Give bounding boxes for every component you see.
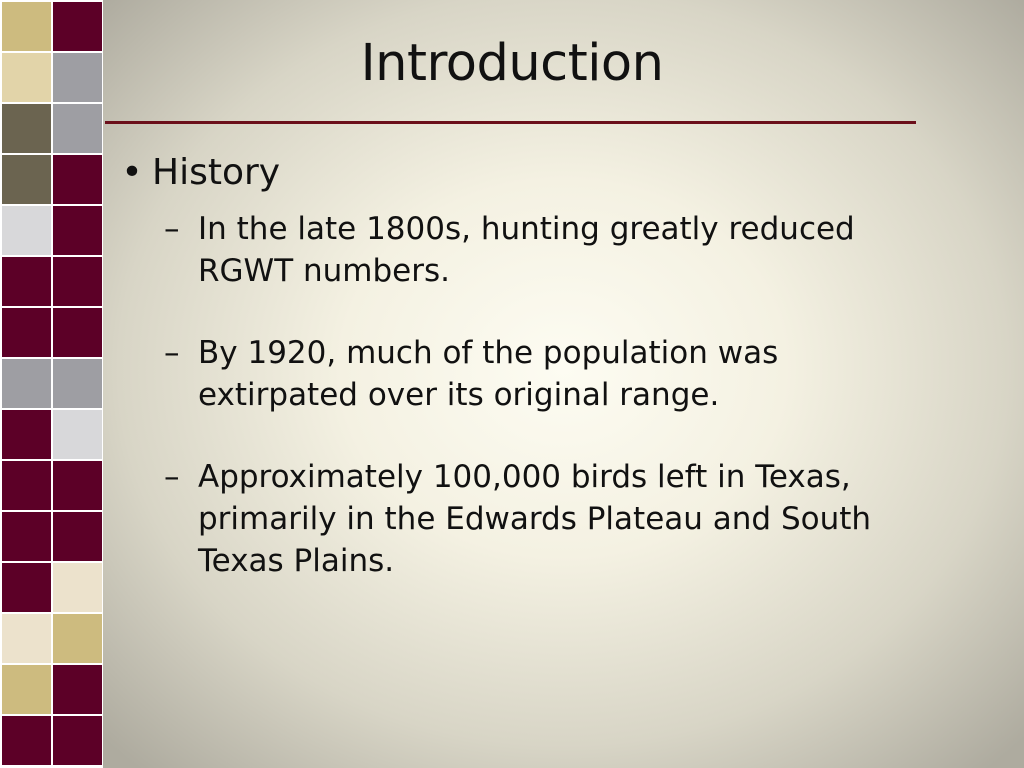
mosaic-tile bbox=[53, 53, 102, 102]
mosaic-tile bbox=[2, 206, 51, 255]
mosaic-tile bbox=[53, 461, 102, 510]
decorative-mosaic bbox=[0, 0, 103, 768]
mosaic-tile bbox=[2, 359, 51, 408]
mosaic-tile bbox=[2, 104, 51, 153]
mosaic-tile bbox=[2, 410, 51, 459]
mosaic-tile bbox=[53, 614, 102, 663]
dash-icon: – bbox=[164, 211, 180, 247]
slide-title: Introduction bbox=[360, 34, 664, 93]
mosaic-tile bbox=[2, 2, 51, 51]
mosaic-tile bbox=[2, 614, 51, 663]
sub-bullet-item bbox=[164, 332, 912, 416]
sub-bullet-item bbox=[164, 208, 912, 292]
sub-bullet-text: By 1920, much of the population was extirpated over its original range. bbox=[198, 335, 779, 413]
mosaic-tile bbox=[2, 665, 51, 714]
mosaic-tile bbox=[2, 53, 51, 102]
sub-bullet-list bbox=[112, 208, 912, 582]
sub-bullet-item bbox=[164, 456, 912, 582]
dash-icon: – bbox=[164, 335, 180, 371]
mosaic-tile bbox=[53, 104, 102, 153]
sub-bullet-text: Approximately 100,000 birds left in Texas, primarily in the Edwards Plateau and South Texas Plains. bbox=[198, 459, 872, 579]
mosaic-tile bbox=[53, 257, 102, 306]
mosaic-tile bbox=[53, 512, 102, 561]
bullet-history bbox=[112, 150, 912, 196]
mosaic-tile bbox=[53, 716, 102, 765]
mosaic-tile bbox=[53, 206, 102, 255]
mosaic-tile bbox=[2, 461, 51, 510]
mosaic-tile bbox=[53, 410, 102, 459]
mosaic-tile bbox=[53, 359, 102, 408]
mosaic-tile bbox=[2, 257, 51, 306]
bullet-label: History bbox=[152, 152, 281, 193]
title-divider bbox=[105, 121, 916, 124]
slide-content bbox=[112, 150, 912, 622]
mosaic-tile bbox=[53, 2, 102, 51]
mosaic-tile bbox=[2, 308, 51, 357]
mosaic-tile bbox=[2, 155, 51, 204]
mosaic-tile bbox=[2, 716, 51, 765]
dash-icon: – bbox=[164, 459, 180, 495]
mosaic-tile bbox=[2, 563, 51, 612]
mosaic-tile bbox=[53, 308, 102, 357]
sub-bullet-text: In the late 1800s, hunting greatly reduced RGWT numbers. bbox=[198, 211, 855, 289]
mosaic-tile bbox=[2, 512, 51, 561]
mosaic-tile bbox=[53, 563, 102, 612]
bullet-dot-icon: • bbox=[121, 152, 143, 193]
mosaic-tile bbox=[53, 155, 102, 204]
mosaic-tile bbox=[53, 665, 102, 714]
